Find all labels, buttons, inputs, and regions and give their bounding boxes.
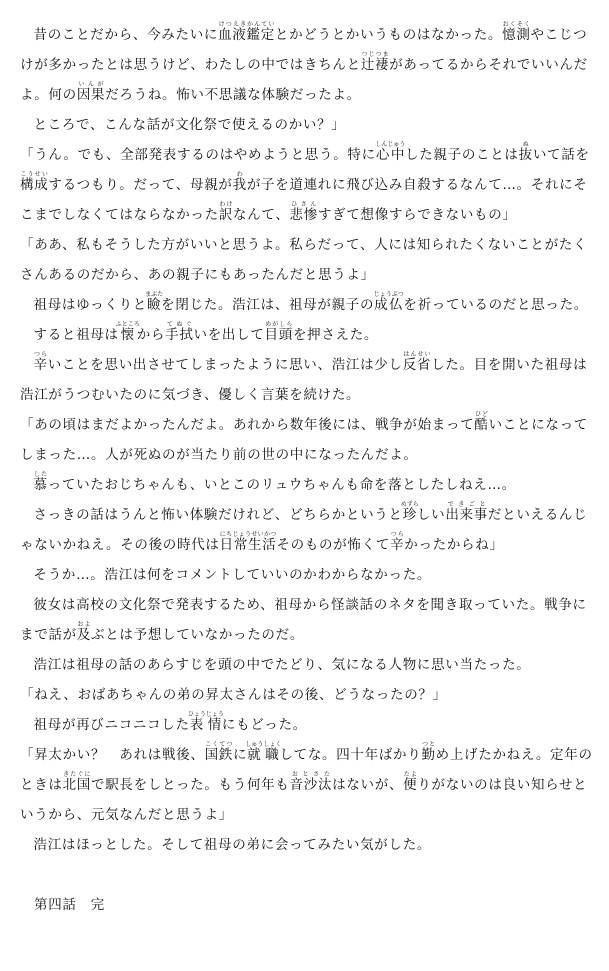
furigana-word (62, 771, 92, 793)
ruby-base: 及 (76, 627, 92, 643)
ruby-reading: おくそく (502, 21, 531, 28)
furigana-word (33, 351, 48, 373)
text-run: りがないのは良い知らせというから、元気なんだと思うよ」 (20, 777, 588, 823)
ruby-reading: きたぐに (62, 771, 92, 778)
text-run: 「昇太かい？ あれは戦後、 (20, 747, 205, 763)
ruby-reading: おとさた (289, 771, 333, 778)
ruby-reading: つと (421, 741, 436, 748)
text-run: が子を道連れに飛び込み自殺するなんて…。それにそこまでしなくてはならなかった (20, 177, 588, 223)
text-run: 「うん。でも、全部発表するのはやめようと思う。特に (20, 147, 376, 163)
text-run: ところで、こんな話が文化祭で使えるのかい？」 (33, 117, 346, 133)
ruby-base: 就職 (245, 747, 282, 763)
text-run: やこじつけが多かったとは思うけど、わたしの中ではきちんと (20, 27, 588, 73)
ruby-reading: した (33, 471, 48, 478)
ruby-reading: つら (390, 531, 405, 538)
ruby-reading: ひょうじょう (187, 711, 224, 718)
ruby-reading: できごと (445, 501, 488, 508)
ruby-reading: てぬぐ (165, 321, 194, 328)
story-body (20, 20, 599, 860)
ruby-reading: にちじょうせいかつ (219, 531, 277, 538)
furigana-word (204, 741, 234, 763)
ruby-reading: めずら (400, 501, 419, 508)
text-run: しい (416, 507, 446, 523)
ruby-base: 手拭 (165, 327, 194, 343)
text-run: そのものが怖くて (276, 537, 391, 553)
ruby-base: 出来事 (445, 507, 488, 523)
ruby-base: 音沙汰 (289, 777, 333, 793)
ruby-reading: つら (33, 351, 48, 358)
ruby-base: 懐 (115, 327, 140, 343)
text-run: 「ああ、私もそうした方がいいと思うよ。私らだって、人には知られたくないことがたくさんあるのだから、あの親子にもあったんだと思うよ」 (20, 237, 588, 283)
story-paragraph (20, 110, 599, 140)
text-run: だろうね。怖い不思議な体験だったよ。 (105, 87, 361, 103)
ruby-base: 心中 (375, 147, 406, 163)
furigana-word (232, 171, 247, 193)
ruby-base: 表情 (187, 717, 224, 733)
furigana-word (33, 471, 48, 493)
furigana-word (400, 501, 419, 523)
story-paragraph (20, 830, 599, 860)
ruby-reading: いんが (76, 81, 106, 88)
text-run: で駅長をしとった。もう何年も (91, 777, 290, 793)
ruby-base: 成仏 (373, 297, 404, 313)
ruby-base: 血液鑑定 (218, 27, 275, 43)
text-run: め上げたかねえ。定年のときは (20, 747, 593, 793)
furigana-word (218, 21, 275, 43)
ruby-base: 日常生活 (219, 537, 277, 553)
text-run: してな。四十年ばかり (279, 747, 422, 763)
ruby-reading: こくてつ (204, 741, 234, 748)
ruby-reading: しんじゅう (375, 141, 406, 148)
ruby-reading: つじつま (360, 51, 390, 58)
ruby-base: 我 (232, 177, 247, 193)
text-run: 「あの頃はまだよかったんだよ。あれから数年後には、戦争が始まって (20, 417, 475, 433)
blank-line (20, 860, 599, 890)
text-run: を閉じた。浩江は、祖母が親子の (161, 297, 375, 313)
furigana-word (373, 291, 404, 313)
story-paragraph (20, 350, 599, 410)
text-run: とかどうとかいうものはなかった。 (274, 27, 503, 43)
text-run: 浩江はほっとした。そして祖母の弟に会ってみたい気がした。 (33, 837, 432, 853)
text-run: はないが、 (332, 777, 404, 793)
furigana-word (76, 81, 106, 103)
chapter-end-label: 第四話 完 (34, 897, 105, 913)
story-paragraph (20, 320, 599, 350)
text-run: いことになってしまった…。人が死ぬのが当たり前の世の中になったんだよ。 (20, 417, 589, 463)
text-run: を祈っているのだと思った。 (403, 297, 588, 313)
story-paragraph (20, 470, 599, 500)
text-run: した。目を開いた祖母は浩江がうつむいたのに気づき、優しく言葉を続けた。 (20, 357, 588, 403)
furigana-word (218, 201, 234, 223)
text-run: そうか…。浩江は何をコメントしていいのかわからなかった。 (33, 567, 432, 583)
story-paragraph (20, 650, 599, 680)
furigana-word (219, 531, 277, 553)
ruby-reading: まぶた (145, 291, 164, 298)
furigana-word (360, 51, 390, 73)
text-run: なんて、 (233, 207, 290, 223)
furigana-word (390, 531, 405, 553)
furigana-word (264, 321, 293, 343)
text-run: ぶとは予想していなかったのだ。 (91, 627, 305, 643)
story-paragraph (20, 740, 599, 830)
text-run: にもどった。 (221, 717, 307, 733)
ruby-reading: はんせい (402, 351, 432, 358)
ruby-base: 勤 (421, 747, 436, 763)
furigana-word (76, 621, 92, 643)
ruby-reading: こうせい (20, 171, 49, 178)
text-run: するつもり。だって、母親が (48, 177, 233, 193)
story-paragraph (20, 290, 599, 320)
ruby-base: 珍 (400, 507, 419, 523)
story-paragraph (20, 560, 599, 590)
text-run: を押さえた。 (292, 327, 379, 343)
ruby-base: 悲惨 (289, 207, 318, 223)
text-run: に (233, 747, 248, 763)
ruby-reading: たよ (403, 771, 418, 778)
ruby-base: 目頭 (264, 327, 293, 343)
text-run: 昔のことだから、今みたいに (33, 27, 219, 43)
furigana-word (518, 141, 533, 163)
text-run: 彼女は高校の文化祭で発表するため、祖母から怪談話のネタを聞き取っていた。戦争にまで話が (20, 597, 587, 643)
ruby-reading: しゅうしょく (245, 741, 282, 748)
story-paragraph (20, 140, 599, 230)
furigana-word (289, 771, 333, 793)
story-paragraph (20, 20, 599, 110)
text-run: があってるからそれでいいんだよ。何の (20, 57, 588, 103)
furigana-word (187, 711, 224, 733)
ruby-reading: けつえきかんてい (218, 21, 275, 28)
ruby-base: 北国 (62, 777, 92, 793)
ruby-reading: ぬ (518, 141, 533, 148)
story-paragraph (20, 590, 599, 650)
furigana-word (245, 741, 282, 763)
text-run: 浩江は祖母の話のあらすじを頭の中でたどり、気になる人物に思い当たった。 (33, 657, 531, 673)
text-run: 「ねえ、おばあちゃんの弟の昇太さんはその後、どうなったの？」 (20, 687, 447, 703)
ruby-reading: およ (76, 621, 92, 628)
ruby-base: 慕 (33, 477, 48, 493)
text-run: 祖母はゆっくりと (33, 297, 147, 313)
ruby-reading: ひさん (289, 201, 318, 208)
furigana-word (115, 321, 140, 343)
story-paragraph (20, 230, 599, 290)
furigana-word (474, 411, 489, 433)
story-paragraph (20, 680, 599, 710)
ruby-reading: ふところ (115, 321, 140, 328)
text-run: すると祖母は (33, 327, 119, 343)
furigana-word (375, 141, 406, 163)
ruby-base: 辻褄 (360, 57, 390, 73)
ruby-base: 訳 (218, 207, 234, 223)
ruby-reading: じょうぶつ (373, 291, 404, 298)
story-paragraph (20, 500, 599, 560)
ruby-base: 辛 (390, 537, 405, 553)
ruby-reading: めがしら (264, 321, 293, 328)
story-paragraph (20, 410, 599, 470)
text-run: した親子のことは (405, 147, 519, 163)
ruby-base: 抜 (518, 147, 533, 163)
ruby-base: 瞼 (145, 297, 164, 313)
text-run: かったからね」 (404, 537, 504, 553)
ruby-base: 憶測 (502, 27, 531, 43)
story-paragraph (20, 710, 599, 740)
ruby-base: 構成 (20, 177, 49, 193)
text-run: すぎて想像すらできないもの」 (317, 207, 517, 223)
furigana-word (145, 291, 164, 313)
ruby-base: 酷 (474, 417, 489, 433)
text-run: から (136, 327, 166, 343)
furigana-word (402, 351, 432, 373)
ruby-reading: わけ (218, 201, 234, 208)
furigana-word (20, 171, 49, 193)
ruby-base: 便 (403, 777, 418, 793)
ruby-base: 因果 (76, 87, 106, 103)
text-run: いて話を (532, 147, 590, 163)
furigana-word (502, 21, 531, 43)
furigana-word (421, 741, 436, 763)
furigana-word (403, 771, 418, 793)
ruby-base: 辛 (33, 357, 48, 373)
ruby-base: 反省 (402, 357, 432, 373)
ruby-reading: わ (232, 171, 247, 178)
text-run: さっきの話はうんと怖い体験だけれど、どちらかというと (33, 507, 403, 523)
text-run: っていたおじちゃんも、いとこのリュウちゃんも命を落としたしねえ…。 (47, 477, 516, 493)
text-run: 祖母が再びニコニコした (33, 717, 190, 733)
text-run: いを出して (193, 327, 265, 343)
ruby-reading: ひど (474, 411, 489, 418)
furigana-word (445, 501, 488, 523)
text-run: いことを思い出させてしまったように思い、浩江は少し (47, 357, 403, 373)
furigana-word (289, 201, 318, 223)
ruby-base: 国鉄 (204, 747, 234, 763)
furigana-word (165, 321, 194, 343)
text-run: だといえるんじゃないかねえ。その後の時代は (20, 507, 588, 553)
